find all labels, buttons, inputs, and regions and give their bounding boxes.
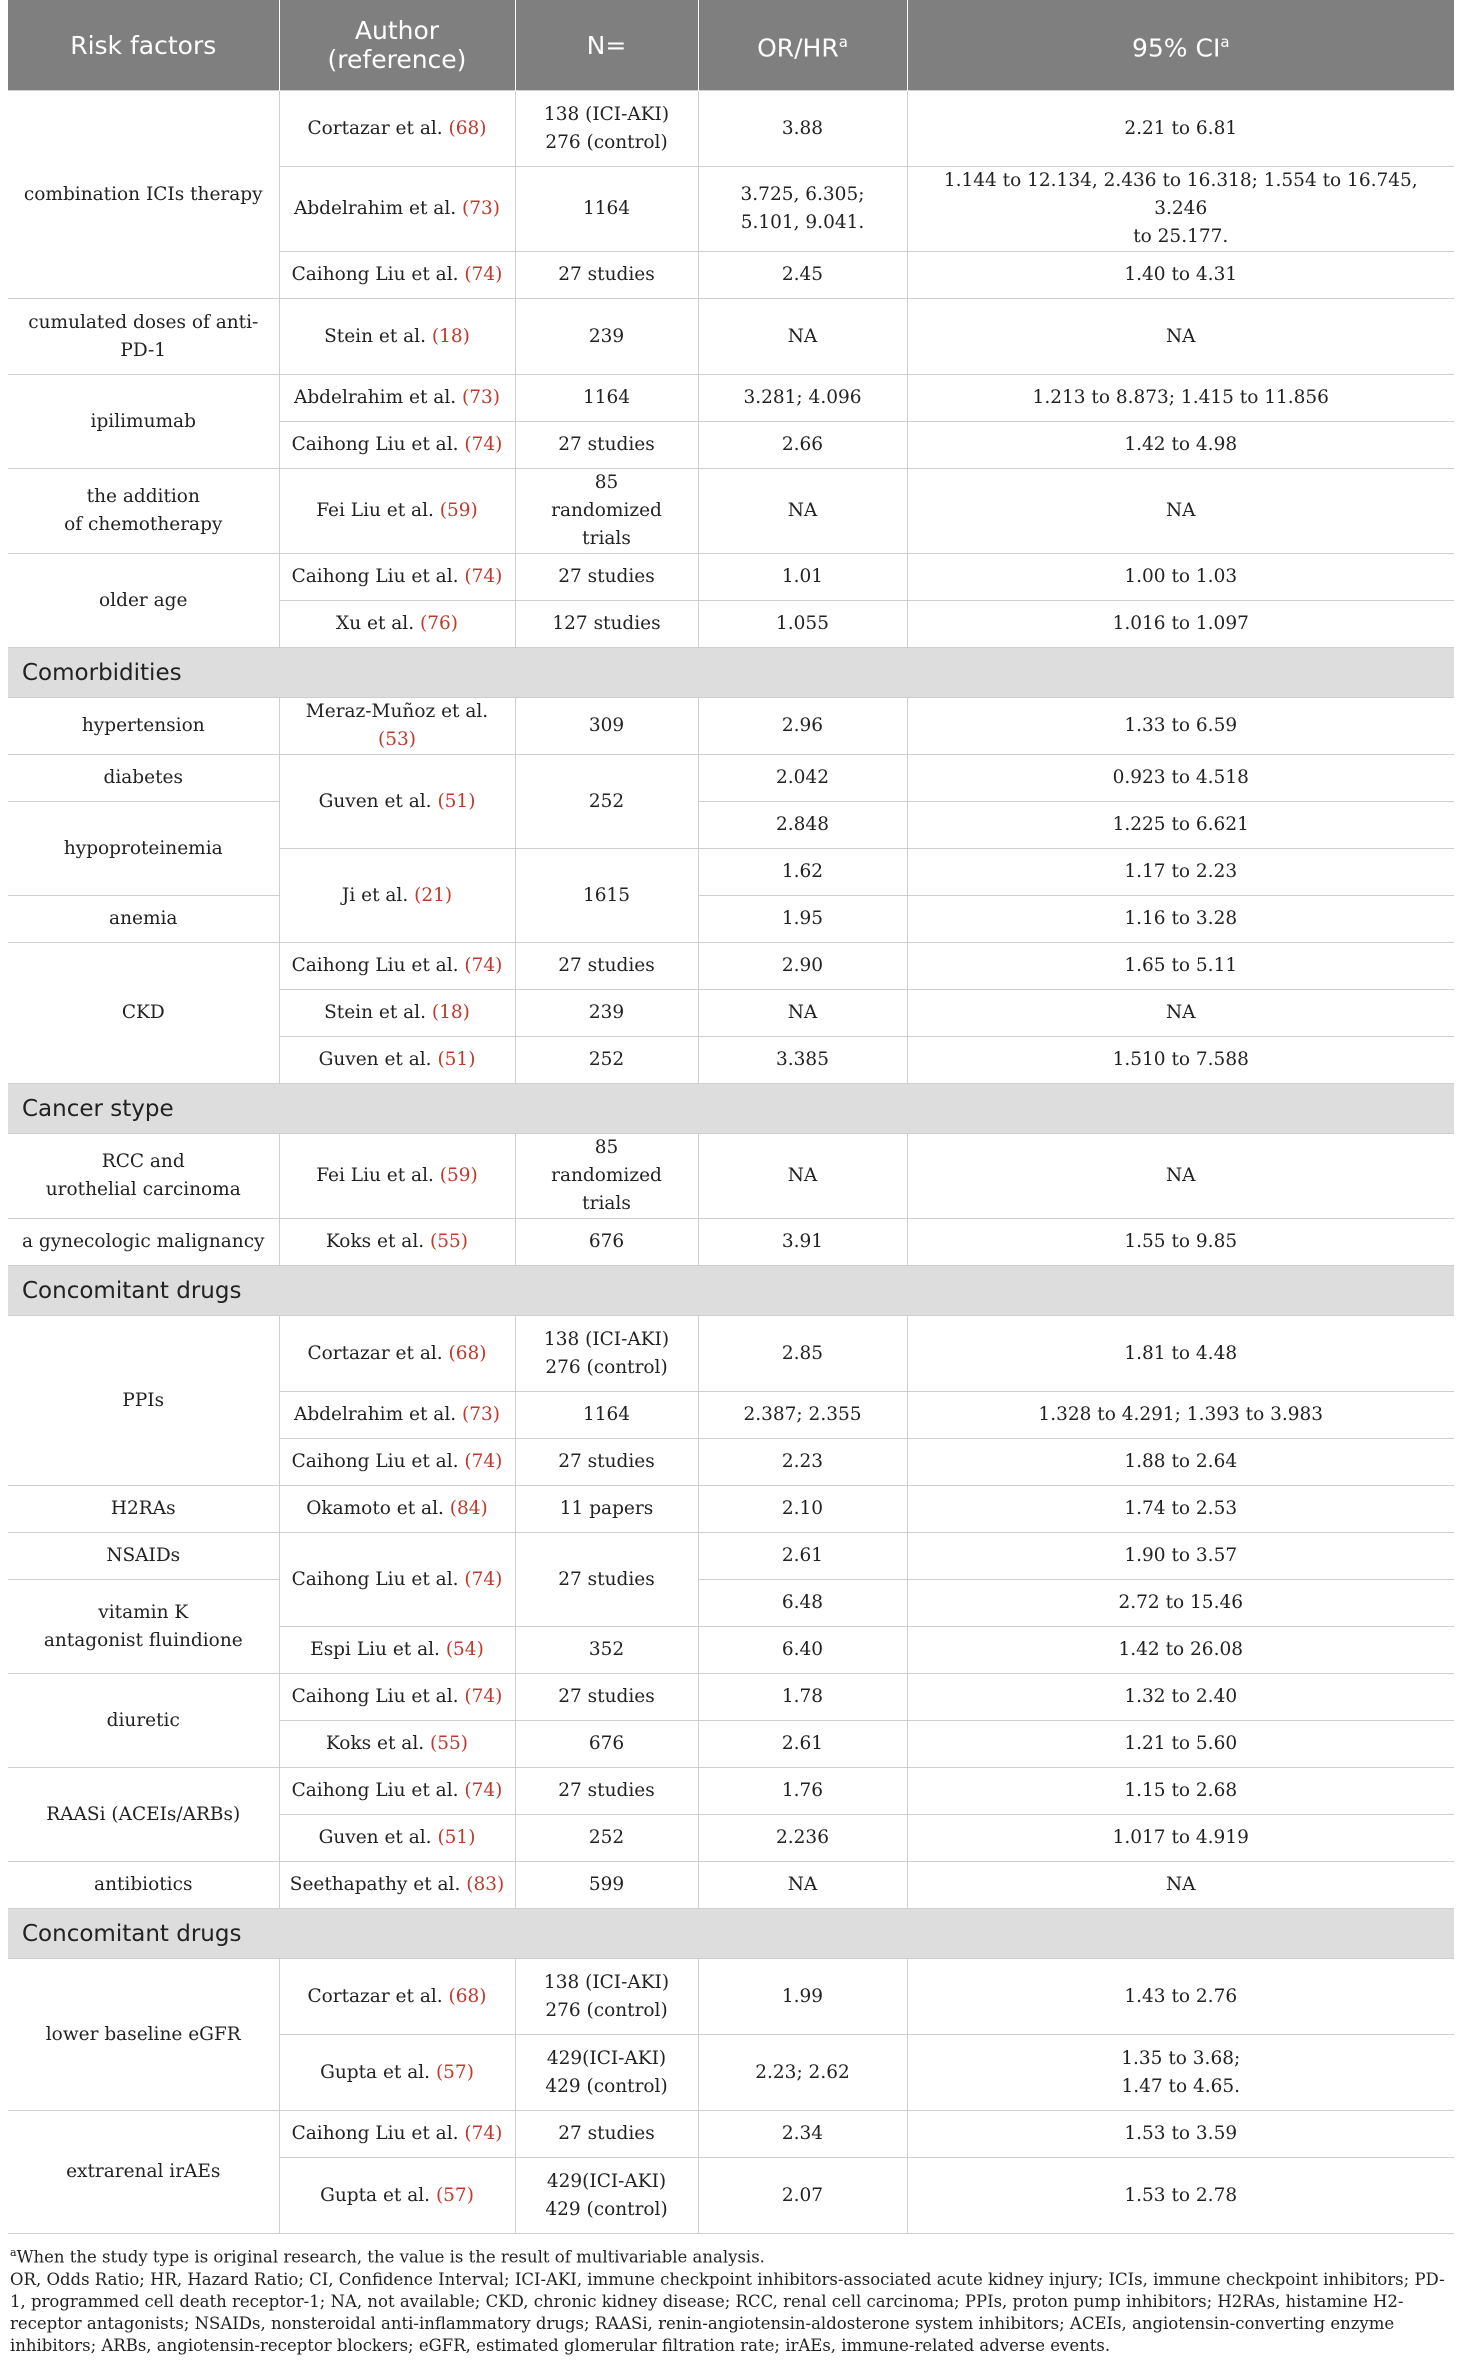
sample-size-cell: 11 papers bbox=[515, 1486, 698, 1533]
reference-link[interactable]: (74) bbox=[464, 1780, 503, 1801]
ci-cell: 1.88 to 2.64 bbox=[907, 1439, 1454, 1486]
author-name: Gupta et al. bbox=[320, 2061, 431, 2083]
sample-size-cell: 27 studies bbox=[515, 1439, 698, 1486]
author-name: Koks et al. bbox=[325, 1231, 425, 1252]
sample-size-cell: 1164 bbox=[515, 167, 698, 252]
author-name: Caihong Liu et al. bbox=[291, 1686, 459, 1707]
section-row bbox=[8, 1909, 1454, 1959]
ci-cell: NA bbox=[907, 469, 1454, 554]
author-cell bbox=[279, 1439, 515, 1486]
or-hr-cell: 2.042 bbox=[698, 755, 907, 802]
table-row bbox=[8, 1580, 1454, 1627]
section-row bbox=[8, 1084, 1454, 1134]
sample-size-cell: 27 studies bbox=[515, 422, 698, 469]
ci-cell: 1.16 to 3.28 bbox=[907, 896, 1454, 943]
sample-size-cell: 27 studies bbox=[515, 1533, 698, 1627]
or-hr-cell: 3.88 bbox=[698, 91, 907, 167]
sample-size-cell: 85 randomized trials bbox=[515, 469, 698, 554]
or-hr-cell: 2.23; 2.62 bbox=[698, 2035, 907, 2111]
author-name: Meraz-Muñoz et al. bbox=[305, 701, 489, 722]
reference-link[interactable]: (74) bbox=[464, 1451, 503, 1472]
author-name: Caihong Liu et al. bbox=[291, 264, 459, 285]
ci-cell: 1.328 to 4.291; 1.393 to 3.983 bbox=[907, 1392, 1454, 1439]
risk-factor-cell: hypertension bbox=[8, 698, 279, 755]
table-row bbox=[8, 1219, 1454, 1266]
sample-size-cell: 599 bbox=[515, 1862, 698, 1909]
sample-size-cell: 429(ICI-AKI) 429 (control) bbox=[515, 2035, 698, 2111]
author-cell bbox=[279, 1533, 515, 1627]
reference-link[interactable]: (83) bbox=[466, 1874, 505, 1895]
reference-link[interactable]: (59) bbox=[439, 1165, 478, 1186]
author-name: Guven et al. bbox=[318, 790, 432, 812]
table-row bbox=[8, 1486, 1454, 1533]
section-label: Comorbidities bbox=[8, 648, 1454, 698]
reference-link[interactable]: (74) bbox=[464, 2123, 503, 2144]
risk-factor-cell: ipilimumab bbox=[8, 375, 279, 469]
reference-link[interactable]: (51) bbox=[437, 790, 476, 812]
author-cell bbox=[279, 1815, 515, 1862]
sample-size-cell: 138 (ICI-AKI) 276 (control) bbox=[515, 91, 698, 167]
reference-link[interactable]: (68) bbox=[448, 1342, 487, 1364]
reference-link[interactable]: (74) bbox=[464, 566, 503, 587]
author-cell bbox=[279, 601, 515, 648]
risk-factor-cell: vitamin K antagonist fluindione bbox=[8, 1580, 279, 1674]
header-row bbox=[8, 0, 1454, 91]
header-or-hr bbox=[698, 0, 907, 91]
sample-size-cell: 352 bbox=[515, 1627, 698, 1674]
reference-link[interactable]: (74) bbox=[464, 434, 503, 455]
header-author-label: Author (reference) bbox=[327, 16, 467, 74]
sample-size-cell: 27 studies bbox=[515, 1674, 698, 1721]
reference-link[interactable]: (18) bbox=[431, 1002, 470, 1023]
or-hr-cell: 2.66 bbox=[698, 422, 907, 469]
sample-size-cell: 239 bbox=[515, 299, 698, 375]
author-name: Koks et al. bbox=[325, 1733, 425, 1754]
author-cell bbox=[279, 698, 515, 755]
or-hr-cell: 2.85 bbox=[698, 1316, 907, 1392]
ci-cell: 1.00 to 1.03 bbox=[907, 554, 1454, 601]
reference-link[interactable]: (53) bbox=[378, 729, 416, 750]
author-cell bbox=[279, 1674, 515, 1721]
author-cell bbox=[279, 990, 515, 1037]
sample-size-cell: 252 bbox=[515, 1037, 698, 1084]
author-cell bbox=[279, 1392, 515, 1439]
ci-cell: 1.40 to 4.31 bbox=[907, 252, 1454, 299]
author-cell bbox=[279, 1959, 515, 2035]
sample-size-cell: 676 bbox=[515, 1721, 698, 1768]
author-name: Cortazar et al. bbox=[307, 117, 443, 139]
sample-size-cell: 138 (ICI-AKI) 276 (control) bbox=[515, 1959, 698, 2035]
author-name: Fei Liu et al. bbox=[316, 1165, 434, 1186]
sample-size-cell: 239 bbox=[515, 990, 698, 1037]
author-name: Abdelrahim et al. bbox=[293, 1404, 457, 1425]
author-cell bbox=[279, 2158, 515, 2234]
author-name: Abdelrahim et al. bbox=[293, 198, 457, 219]
author-cell bbox=[279, 1219, 515, 1266]
ci-cell: 1.42 to 4.98 bbox=[907, 422, 1454, 469]
author-name: Guven et al. bbox=[318, 1049, 432, 1070]
or-hr-cell: 2.61 bbox=[698, 1721, 907, 1768]
risk-factor-cell: PPIs bbox=[8, 1316, 279, 1486]
author-name: Abdelrahim et al. bbox=[293, 387, 457, 408]
ci-cell: 1.65 to 5.11 bbox=[907, 943, 1454, 990]
sample-size-cell: 27 studies bbox=[515, 554, 698, 601]
or-hr-cell: 3.385 bbox=[698, 1037, 907, 1084]
or-hr-cell: 2.07 bbox=[698, 2158, 907, 2234]
reference-link[interactable]: (55) bbox=[430, 1231, 468, 1252]
reference-link[interactable]: (59) bbox=[439, 500, 478, 521]
author-cell bbox=[279, 91, 515, 167]
section-row bbox=[8, 1266, 1454, 1316]
table-row bbox=[8, 2111, 1454, 2158]
section-label: Concomitant drugs bbox=[8, 1909, 1454, 1959]
risk-factors-table bbox=[8, 0, 1454, 2234]
reference-link[interactable]: (51) bbox=[437, 1049, 476, 1070]
ci-cell: 0.923 to 4.518 bbox=[907, 755, 1454, 802]
reference-link[interactable]: (55) bbox=[430, 1733, 468, 1754]
author-cell bbox=[279, 554, 515, 601]
author-name: Caihong Liu et al. bbox=[291, 1780, 459, 1801]
author-name: Caihong Liu et al. bbox=[291, 566, 459, 587]
sample-size-cell: 27 studies bbox=[515, 1768, 698, 1815]
or-hr-cell: 2.90 bbox=[698, 943, 907, 990]
or-hr-cell: 2.236 bbox=[698, 1815, 907, 1862]
table-body bbox=[8, 91, 1454, 2234]
or-hr-cell: 1.01 bbox=[698, 554, 907, 601]
header-or-label: OR/HR bbox=[757, 33, 839, 63]
table-row bbox=[8, 1959, 1454, 2035]
table-row bbox=[8, 896, 1454, 943]
reference-link[interactable]: (57) bbox=[435, 2061, 474, 2083]
reference-link[interactable]: (18) bbox=[431, 325, 470, 347]
author-cell bbox=[279, 1768, 515, 1815]
author-cell bbox=[279, 755, 515, 849]
table-row bbox=[8, 299, 1454, 375]
table-row bbox=[8, 755, 1454, 802]
author-name: Seethapathy et al. bbox=[289, 1874, 461, 1895]
reference-link[interactable]: (74) bbox=[464, 1568, 503, 1590]
author-name: Caihong Liu et al. bbox=[291, 2123, 459, 2144]
author-name: Fei Liu et al. bbox=[316, 500, 434, 521]
author-cell bbox=[279, 943, 515, 990]
author-name: Caihong Liu et al. bbox=[291, 1568, 459, 1590]
risk-factor-cell: hypoproteinemia bbox=[8, 802, 279, 896]
sample-size-cell: 138 (ICI-AKI) 276 (control) bbox=[515, 1316, 698, 1392]
sample-size-cell: 85 randomized trials bbox=[515, 1134, 698, 1219]
author-cell bbox=[279, 167, 515, 252]
reference-link[interactable]: (57) bbox=[435, 2184, 474, 2206]
ci-cell: 1.17 to 2.23 bbox=[907, 849, 1454, 896]
or-hr-cell: 2.96 bbox=[698, 698, 907, 755]
ci-cell: 1.225 to 6.621 bbox=[907, 802, 1454, 849]
author-cell bbox=[279, 1316, 515, 1392]
or-hr-cell: 2.45 bbox=[698, 252, 907, 299]
header-n: N= bbox=[515, 0, 698, 91]
table-row bbox=[8, 1674, 1454, 1721]
sample-size-cell: 252 bbox=[515, 1815, 698, 1862]
author-name: Xu et al. bbox=[336, 613, 415, 634]
or-hr-cell: NA bbox=[698, 299, 907, 375]
header-ci bbox=[907, 0, 1454, 91]
table-row bbox=[8, 1316, 1454, 1392]
reference-link[interactable]: (73) bbox=[462, 387, 500, 408]
reference-link[interactable]: (51) bbox=[437, 1827, 476, 1848]
author-name: Espi Liu et al. bbox=[310, 1639, 440, 1660]
or-hr-cell: NA bbox=[698, 1862, 907, 1909]
risk-factor-cell: antibiotics bbox=[8, 1862, 279, 1909]
author-name: Stein et al. bbox=[324, 1002, 426, 1023]
ci-cell: 2.21 to 6.81 bbox=[907, 91, 1454, 167]
ci-cell: 1.42 to 26.08 bbox=[907, 1627, 1454, 1674]
table-footnotes bbox=[8, 2234, 1452, 2357]
author-cell bbox=[279, 2035, 515, 2111]
reference-link[interactable]: (21) bbox=[414, 884, 453, 906]
ci-cell: 2.72 to 15.46 bbox=[907, 1580, 1454, 1627]
author-name: Guven et al. bbox=[318, 1827, 432, 1848]
table-row bbox=[8, 1862, 1454, 1909]
author-name: Stein et al. bbox=[324, 325, 426, 347]
or-hr-cell: 1.78 bbox=[698, 1674, 907, 1721]
reference-link[interactable]: (74) bbox=[464, 1686, 503, 1707]
ci-cell: 1.74 to 2.53 bbox=[907, 1486, 1454, 1533]
author-cell bbox=[279, 252, 515, 299]
reference-link[interactable]: (73) bbox=[462, 1404, 500, 1425]
ci-cell: NA bbox=[907, 990, 1454, 1037]
or-hr-cell: 1.055 bbox=[698, 601, 907, 648]
risk-factor-cell: anemia bbox=[8, 896, 279, 943]
reference-link[interactable]: (73) bbox=[462, 198, 500, 219]
reference-link[interactable]: (74) bbox=[464, 264, 503, 285]
author-name: Okamoto et al. bbox=[306, 1498, 444, 1519]
footnote-a-marker: a bbox=[10, 2246, 17, 2259]
author-name: Caihong Liu et al. bbox=[291, 434, 459, 455]
or-hr-cell: 3.281; 4.096 bbox=[698, 375, 907, 422]
ci-cell: 1.55 to 9.85 bbox=[907, 1219, 1454, 1266]
sample-size-cell: 127 studies bbox=[515, 601, 698, 648]
risk-factor-cell: NSAIDs bbox=[8, 1533, 279, 1580]
author-name: Cortazar et al. bbox=[307, 1342, 443, 1364]
author-cell bbox=[279, 299, 515, 375]
author-name: Ji et al. bbox=[341, 884, 409, 906]
or-hr-cell: 1.99 bbox=[698, 1959, 907, 2035]
author-name: Caihong Liu et al. bbox=[291, 955, 459, 976]
section-label: Concomitant drugs bbox=[8, 1266, 1454, 1316]
ci-cell: NA bbox=[907, 299, 1454, 375]
table-row bbox=[8, 375, 1454, 422]
ci-cell: 1.33 to 6.59 bbox=[907, 698, 1454, 755]
risk-factor-cell: extrarenal irAEs bbox=[8, 2111, 279, 2234]
or-hr-cell: 2.387; 2.355 bbox=[698, 1392, 907, 1439]
or-hr-cell: NA bbox=[698, 1134, 907, 1219]
or-hr-cell: 2.34 bbox=[698, 2111, 907, 2158]
sample-size-cell: 676 bbox=[515, 1219, 698, 1266]
reference-link[interactable]: (74) bbox=[464, 955, 503, 976]
header-ci-sup: a bbox=[1220, 32, 1230, 51]
author-cell bbox=[279, 2111, 515, 2158]
or-hr-cell: 2.61 bbox=[698, 1533, 907, 1580]
author-cell bbox=[279, 849, 515, 943]
sample-size-cell: 1164 bbox=[515, 1392, 698, 1439]
risk-factor-cell: lower baseline eGFR bbox=[8, 1959, 279, 2111]
ci-cell: 1.510 to 7.588 bbox=[907, 1037, 1454, 1084]
or-hr-cell: 2.848 bbox=[698, 802, 907, 849]
footnote-abbreviations: OR, Odds Ratio; HR, Hazard Ratio; CI, Confidence Interval; ICI-AKI, immune checkpoint inhibitors-associated acute kidney injury; ICIs, immune checkpoint inhibitors; PD-1, programmed cell death receptor-1; NA, not available; CKD, chronic kidney disease; RCC, renal cell carcinoma; PPIs, proton pump inhibitors; H2RAs, histamine H2-receptor antagonists; NSAIDs, nonsteroidal anti-inflammatory drugs; RAASi, renin-angiotensin-aldosterone system inhibitors; ACEIs, angiotensin-converting enzyme inhibitors; ARBs, angiotensin-receptor blockers; eGFR, estimated glomerular filtration rate; irAEs, immune-related adverse events. bbox=[10, 2269, 1445, 2355]
risk-factor-cell: H2RAs bbox=[8, 1486, 279, 1533]
table-row bbox=[8, 554, 1454, 601]
author-cell bbox=[279, 1862, 515, 1909]
or-hr-cell: 3.725, 6.305; 5.101, 9.041. bbox=[698, 167, 907, 252]
ci-cell: 1.016 to 1.097 bbox=[907, 601, 1454, 648]
sample-size-cell: 1164 bbox=[515, 375, 698, 422]
or-hr-cell: NA bbox=[698, 469, 907, 554]
author-name: Caihong Liu et al. bbox=[291, 1451, 459, 1472]
header-or-sup: a bbox=[838, 32, 848, 51]
sample-size-cell: 27 studies bbox=[515, 943, 698, 990]
sample-size-cell: 27 studies bbox=[515, 2111, 698, 2158]
risk-factor-cell: RAASi (ACEIs/ARBs) bbox=[8, 1768, 279, 1862]
author-cell bbox=[279, 1037, 515, 1084]
ci-cell: NA bbox=[907, 1862, 1454, 1909]
author-name: Cortazar et al. bbox=[307, 1985, 443, 2007]
author-name: Gupta et al. bbox=[320, 2184, 431, 2206]
or-hr-cell: 3.91 bbox=[698, 1219, 907, 1266]
section-row bbox=[8, 648, 1454, 698]
author-cell bbox=[279, 1627, 515, 1674]
table-row bbox=[8, 91, 1454, 167]
or-hr-cell: 1.95 bbox=[698, 896, 907, 943]
footnote-a bbox=[10, 2242, 1450, 2269]
author-cell bbox=[279, 1134, 515, 1219]
header-risk-factors: Risk factors bbox=[8, 0, 279, 91]
or-hr-cell: NA bbox=[698, 990, 907, 1037]
ci-cell: 1.144 to 12.134, 2.436 to 16.318; 1.554 to 16.745, 3.246 to 25.177. bbox=[907, 167, 1454, 252]
or-hr-cell: 2.10 bbox=[698, 1486, 907, 1533]
ci-cell: 1.017 to 4.919 bbox=[907, 1815, 1454, 1862]
risk-factor-cell: CKD bbox=[8, 943, 279, 1084]
author-cell bbox=[279, 1486, 515, 1533]
risk-factor-cell: cumulated doses of anti- PD-1 bbox=[8, 299, 279, 375]
ci-cell: 1.53 to 2.78 bbox=[907, 2158, 1454, 2234]
or-hr-cell: 2.23 bbox=[698, 1439, 907, 1486]
risk-factor-cell: combination ICIs therapy bbox=[8, 91, 279, 299]
sample-size-cell: 27 studies bbox=[515, 252, 698, 299]
ci-cell: 1.43 to 2.76 bbox=[907, 1959, 1454, 2035]
header-author bbox=[279, 0, 515, 91]
or-hr-cell: 6.48 bbox=[698, 1580, 907, 1627]
table-container bbox=[8, 0, 1454, 2357]
ci-cell: 1.53 to 3.59 bbox=[907, 2111, 1454, 2158]
table-row bbox=[8, 1134, 1454, 1219]
table-row bbox=[8, 802, 1454, 849]
ci-cell: 1.15 to 2.68 bbox=[907, 1768, 1454, 1815]
reference-link[interactable]: (84) bbox=[449, 1498, 488, 1519]
table-row bbox=[8, 1533, 1454, 1580]
risk-factor-cell: the addition of chemotherapy bbox=[8, 469, 279, 554]
reference-link[interactable]: (68) bbox=[448, 1985, 487, 2007]
author-cell bbox=[279, 422, 515, 469]
table-row bbox=[8, 469, 1454, 554]
risk-factor-cell: RCC and urothelial carcinoma bbox=[8, 1134, 279, 1219]
footnote-a-text: When the study type is original research, the value is the result of multivariable analysis. bbox=[16, 2247, 765, 2267]
ci-cell: 1.32 to 2.40 bbox=[907, 1674, 1454, 1721]
author-cell bbox=[279, 375, 515, 422]
sample-size-cell: 1615 bbox=[515, 849, 698, 943]
ci-cell: 1.213 to 8.873; 1.415 to 11.856 bbox=[907, 375, 1454, 422]
or-hr-cell: 1.76 bbox=[698, 1768, 907, 1815]
ci-cell: 1.81 to 4.48 bbox=[907, 1316, 1454, 1392]
risk-factor-cell: diuretic bbox=[8, 1674, 279, 1768]
reference-link[interactable]: (68) bbox=[448, 117, 487, 139]
table-row bbox=[8, 943, 1454, 990]
risk-factor-cell: diabetes bbox=[8, 755, 279, 802]
author-cell bbox=[279, 469, 515, 554]
reference-link[interactable]: (76) bbox=[419, 613, 458, 634]
sample-size-cell: 309 bbox=[515, 698, 698, 755]
table-row bbox=[8, 1768, 1454, 1815]
header-ci-label: 95% CI bbox=[1131, 33, 1221, 63]
sample-size-cell: 252 bbox=[515, 755, 698, 849]
risk-factor-cell: a gynecologic malignancy bbox=[8, 1219, 279, 1266]
reference-link[interactable]: (54) bbox=[445, 1639, 484, 1660]
ci-cell: 1.90 to 3.57 bbox=[907, 1533, 1454, 1580]
risk-factor-cell: older age bbox=[8, 554, 279, 648]
ci-cell: NA bbox=[907, 1134, 1454, 1219]
ci-cell: 1.21 to 5.60 bbox=[907, 1721, 1454, 1768]
sample-size-cell: 429(ICI-AKI) 429 (control) bbox=[515, 2158, 698, 2234]
table-row bbox=[8, 698, 1454, 755]
or-hr-cell: 1.62 bbox=[698, 849, 907, 896]
author-cell bbox=[279, 1721, 515, 1768]
or-hr-cell: 6.40 bbox=[698, 1627, 907, 1674]
ci-cell: 1.35 to 3.68; 1.47 to 4.65. bbox=[907, 2035, 1454, 2111]
section-label: Cancer stype bbox=[8, 1084, 1454, 1134]
